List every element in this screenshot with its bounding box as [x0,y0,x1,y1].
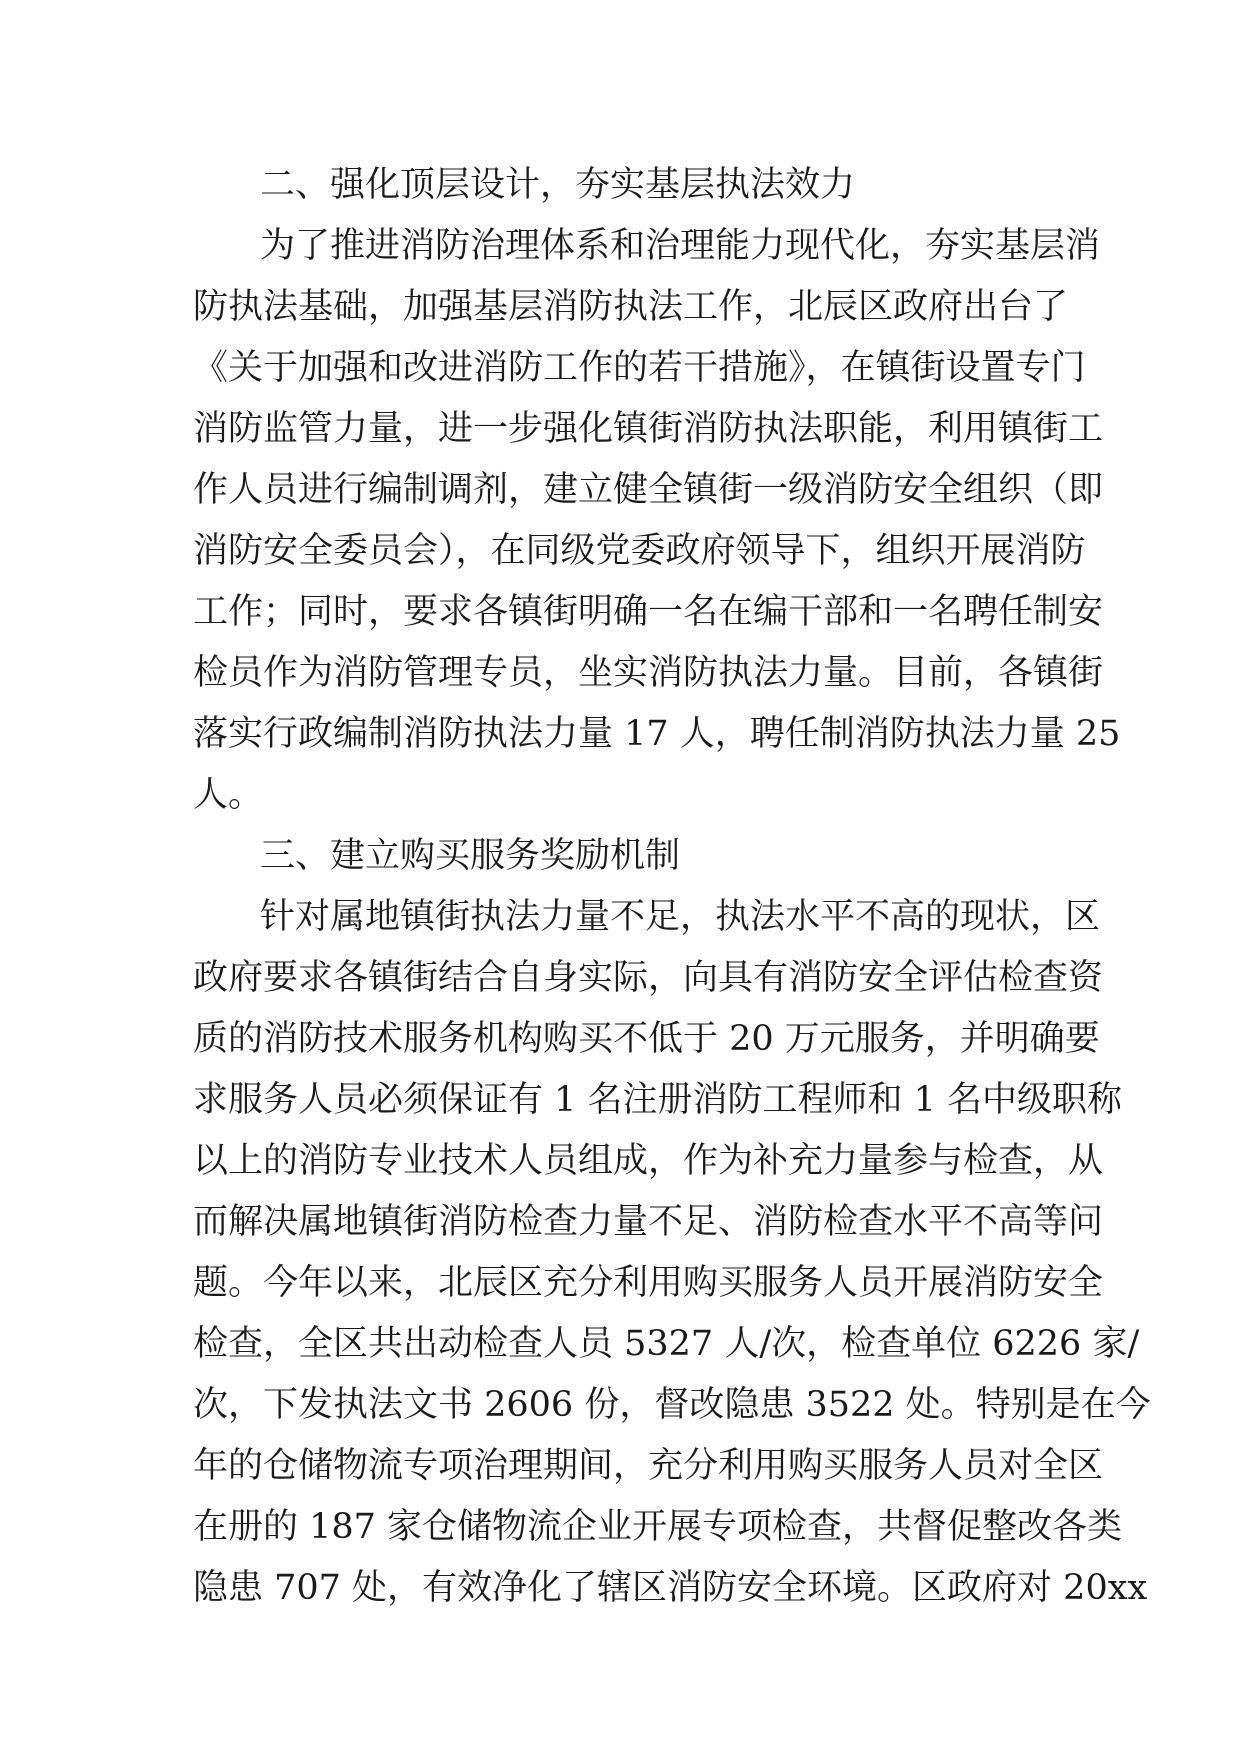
paragraph-line: 作人员进行编制调剂，建立健全镇街一级消防安全组织（即 [193,470,1104,510]
paragraph-line: 而解决属地镇街消防检查力量不足、消防检查水平不高等问 [193,1202,1104,1242]
section-heading-2: 二、强化顶层设计，夯实基层执法效力 [260,165,856,205]
paragraph-line: 次，下发执法文书 2606 份，督改隐患 3522 处。特别是在今 [193,1385,1151,1425]
paragraph-line: 针对属地镇街执法力量不足，执法水平不高的现状，区 [260,897,1101,937]
paragraph-line: 防执法基础，加强基层消防执法工作，北辰区政府出台了 [193,287,1069,327]
section-heading-3: 三、建立购买服务奖励机制 [260,836,681,876]
paragraph-line: 质的消防技术服务机构购买不低于 20 万元服务，并明确要 [193,1019,1100,1059]
paragraph-line: 年的仓储物流专项治理期间，充分利用购买服务人员对全区 [193,1446,1104,1486]
paragraph-line: 求服务人员必须保证有 1 名注册消防工程师和 1 名中级职称 [193,1080,1123,1120]
paragraph-line: 落实行政编制消防执法力量 17 人，聘任制消防执法力量 25 [193,714,1121,754]
paragraph-line: 政府要求各镇街结合自身实际，向具有消防安全评估检查资 [193,958,1104,998]
paragraph-line: 为了推进消防治理体系和治理能力现代化，夯实基层消 [260,226,1101,266]
paragraph-line: 以上的消防专业技术人员组成，作为补充力量参与检查，从 [193,1141,1104,1181]
paragraph-line: 隐患 707 处，有效净化了辖区消防安全环境。区政府对 20xx [193,1568,1148,1608]
paragraph-line: 检查，全区共出动检查人员 5327 人/次，检查单位 6226 家/ [193,1324,1140,1364]
paragraph-line: 检员作为消防管理专员，坐实消防执法力量。目前，各镇街 [193,653,1104,693]
paragraph-line: 人。 [193,775,264,815]
paragraph-line: 在册的 187 家仓储物流企业开展专项检查，共督促整改各类 [193,1507,1123,1547]
paragraph-line: 工作；同时，要求各镇街明确一名在编干部和一名聘任制安 [193,592,1104,632]
paragraph-line: 消防监管力量，进一步强化镇街消防执法职能，利用镇街工 [193,409,1104,449]
paragraph-line: 题。今年以来，北辰区充分利用购买服务人员开展消防安全 [193,1263,1104,1303]
paragraph-line: 《关于加强和改进消防工作的若干措施》，在镇街设置专门 [193,348,1086,388]
paragraph-line: 消防安全委员会），在同级党委政府领导下，组织开展消防 [193,531,1086,571]
